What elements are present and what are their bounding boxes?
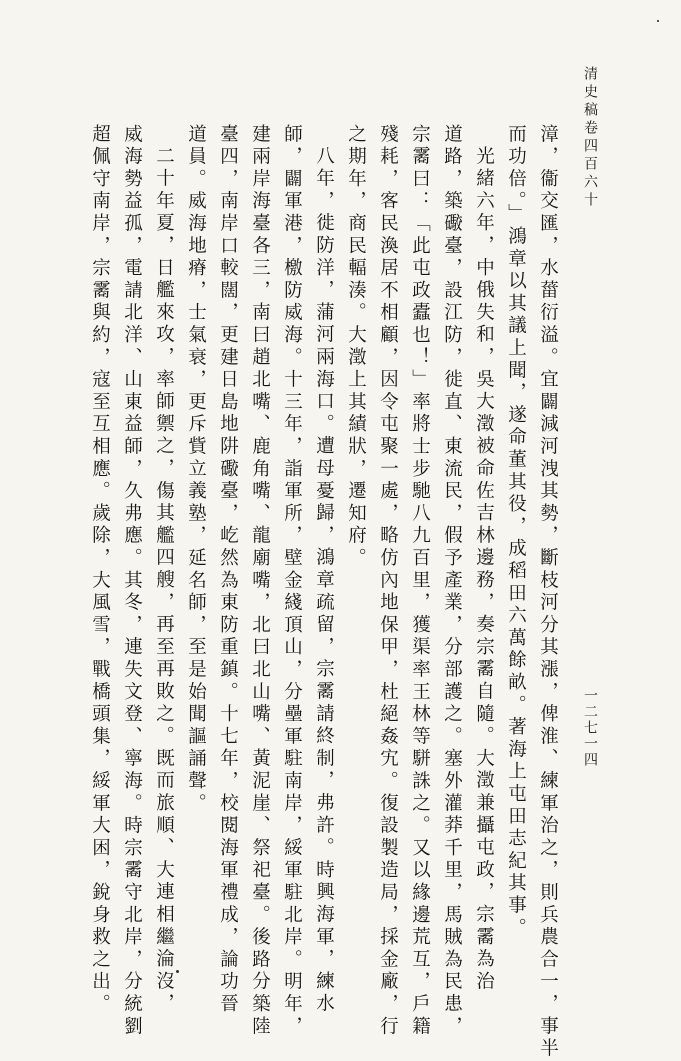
text-column-1: 漳，衞交匯，水葘衍溢。宜闢減河洩其勢，斷枝河分其漲，俾淮、練軍治之，則兵農合一，事半 (537, 124, 559, 1061)
text-column-15: 超佩守南岸，宗霱與約，寇至互相應。歲除，大風雪，戰橋頭集，綏軍大困，銳身救之出。 (89, 124, 111, 1016)
text-column-9: 師，闢軍港，檄防威海。十三年，詣軍所，壁金綫頂山，分壘軍駐南岸，綏軍駐北岸。明年， (281, 124, 303, 1039)
text-column-14: 威海勢益孤，電請北洋、山東益師，久弗應。其冬，連失文登、寧海。時宗霱守北岸，分統劉 (121, 124, 143, 1039)
text-column-12: 道員。威海地瘠，士氣衰，更斥貲立義塾，延名師，至是始聞謳誦聲。 (185, 124, 207, 816)
text-column-10: 建兩岸海臺各三，南曰趙北嘴、鹿角嘴、龍廟嘴，北曰北山嘴、黃泥崖、祭祀臺。後路分築陸 (249, 124, 271, 1039)
text-column-3: 光緒六年，中俄失和，吳大澂被命佐吉林邊務，奏宗霱自隨。大澂兼攝屯政，宗霱為治 (473, 146, 495, 994)
text-column-11: 臺四，南岸口較闊，更建日島地阱礮臺，屹然為東防重鎮。十七年，校閱海軍禮成，論功晉 (217, 124, 239, 1016)
text-column-7: 之期年，商民輻湊。大澂上其績狀，遷知府。 (345, 124, 367, 570)
text-column-6: 殘耗，客民渙居不相顧，因令屯聚一處，略仿內地保甲，杜絕姦宄。復設製造局，採金廠，行 (377, 124, 399, 1039)
scan-speck (176, 970, 179, 973)
scan-speck (657, 20, 659, 22)
text-column-13: 二十年夏，日艦來攻，率師禦之，傷其艦四艘，再至再敗之。既而旅順、大連相繼淪沒， (153, 146, 175, 1016)
text-column-2: 而功倍。」鴻章以其議上聞，遂命董其役，成稻田六萬餘畝。著海上屯田志紀其事。 (505, 124, 527, 940)
page-number: 一二七一四 (582, 688, 598, 768)
text-column-4: 道路，築礮臺，設江防，徙直、東流民，假予產業，分部護之。塞外灌莽千里，馬賊為民患， (441, 124, 463, 1039)
text-column-5: 宗霱曰：「此屯政蠹也！」率將士步馳八九百里，獲渠率王林等駢誅之。又以緣邊荒互，戶籍 (409, 124, 431, 1039)
text-column-8: 八年，徙防洋，蒲河兩海口。遭母憂歸，鴻章疏留，宗霱請終制，弗許。時興海軍，練水 (313, 146, 335, 1016)
running-header: 清史稿卷四百六十 (582, 66, 598, 210)
